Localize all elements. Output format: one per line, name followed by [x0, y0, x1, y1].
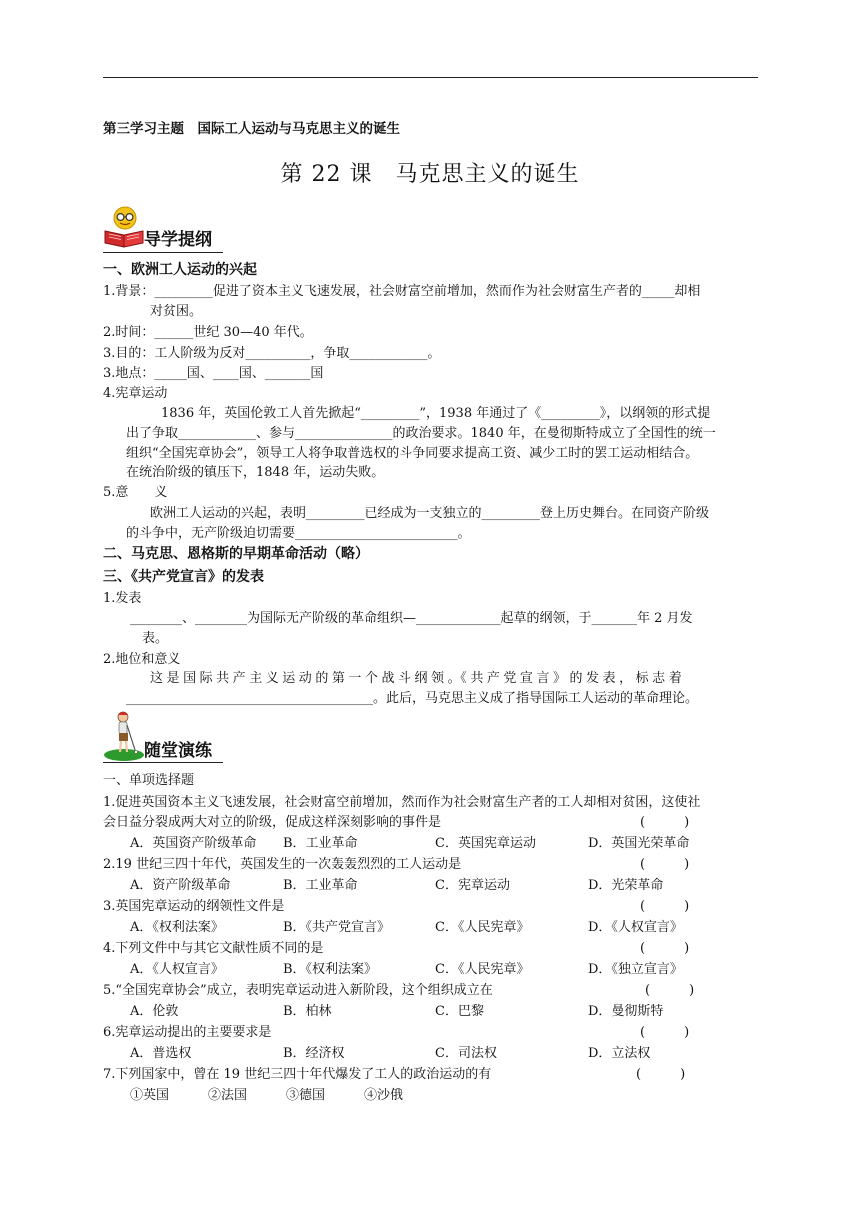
option-b: B．柏林 [283, 1004, 332, 1019]
answer-bracket: ( ) [636, 1067, 686, 1082]
answer-bracket: ( ) [645, 983, 695, 998]
option-a: A．资产阶级革命 [130, 878, 231, 893]
section-heading: 一、单项选择题 [103, 773, 195, 788]
option-d: D．光荣革命 [588, 878, 664, 893]
answer-bracket: ( ) [640, 941, 690, 956]
golfer-icon [103, 708, 145, 762]
outline-line: 这 是 国 际 共 产 主 义 运 动 的 第 一 个 战 斗 纲 领 。《 共 产 党 宣 言 》 的 发 表 ， 标 志 着 [150, 671, 682, 686]
question-stem: 5.“全国宪章协会”成立，表明宪章运动进入新阶段，这个组织成立在 [103, 983, 493, 998]
option-c: C．英国宪章运动 [435, 836, 536, 851]
outline-line: 3.地点：_____国、____国、_______国 [103, 366, 324, 381]
option-b: B．《共产党宣言》 [283, 920, 391, 935]
answer-bracket: ( ) [640, 857, 690, 872]
outline-line: 在统治阶级的镇压下，1848 年，运动失败。 [126, 465, 385, 480]
outline-line: 1.发表 [103, 591, 142, 606]
outline-line: 1836 年，英国伦敦工人首先掀起“_________”，1938 年通过了《_________》，以纲领的形式提 [161, 406, 711, 421]
section-heading: 二、马克思、恩格斯的早期革命活动（略） [103, 546, 369, 562]
option-c: C．《人民宪章》 [435, 920, 530, 935]
question-stem: 7.下列国家中，曾在 19 世纪三四十年代爆发了工人的政治运动的有 [103, 1067, 492, 1082]
outline-line: 组织“全国宪章协会”，领导工人将争取普选权的斗争同要求提高工资、减少工时的罢工运动相结合。 [126, 446, 699, 461]
outline-line: 5.意 义 [103, 485, 168, 500]
outline-banner-title: 导学提纲 [144, 230, 212, 250]
outline-line: 1.背景：_________促进了资本主义飞速发展，社会财富空前增加，然而作为社会财富生产者的_____却相 [103, 284, 701, 299]
outline-line: 对贫困。 [150, 304, 203, 319]
header-rule [103, 77, 758, 78]
practice-banner-title: 随堂演练 [144, 741, 212, 761]
option-a: A．《人权宣言》 [130, 962, 224, 977]
practice-banner-rule [103, 762, 223, 763]
question-stem: 会日益分裂成两大对立的阶级，促成这样深刻影响的事件是 [103, 815, 442, 830]
option-b: B．《权利法案》 [283, 962, 378, 977]
option-b: B．工业革命 [283, 878, 358, 893]
outline-line: 3.目的：工人阶级为反对__________，争取____________。 [103, 346, 441, 361]
outline-line: 2.地位和意义 [103, 652, 181, 667]
option-c: C．《人民宪章》 [435, 962, 530, 977]
question-stem: 4.下列文件中与其它文献性质不同的是 [103, 941, 324, 956]
outline-line: 表。 [142, 631, 169, 646]
page-title: 第 22 课 马克思主义的诞生 [280, 162, 580, 187]
option-c: C．宪章运动 [435, 878, 510, 893]
option-c: C．巴黎 [435, 1004, 484, 1019]
question-stem: 2.19 世纪三四十年代，英国发生的一次轰轰烈烈的工人运动是 [103, 857, 462, 872]
question-stem: 1.促进英国资本主义飞速发展，社会财富空前增加，然而作为社会财富生产者的工人却相对贫困，这使社 [103, 795, 701, 810]
answer-bracket: ( ) [640, 899, 690, 914]
answer-bracket: ( ) [640, 815, 690, 830]
outline-line: 出了争取____________、参与_______________的政治要求。1840 年，在曼彻斯特成立了全国性的统一 [126, 426, 716, 441]
outline-line: ______________________________________。此后，马克思主义成了指导国际工人运动的革命理论。 [126, 691, 699, 706]
theme-heading: 第三学习主题 国际工人运动与马克思主义的诞生 [103, 121, 400, 137]
section-heading: 一、欧洲工人运动的兴起 [103, 262, 257, 278]
option-a: A．英国资产阶级革命 [130, 836, 257, 851]
option-d: D．英国光荣革命 [588, 836, 690, 851]
option-d: D．《独立宣言》 [588, 962, 683, 977]
option-d: D．立法权 [588, 1046, 651, 1061]
outline-banner-rule [103, 252, 223, 253]
option-d: D．《人权宣言》 [588, 920, 683, 935]
option-c: C．司法权 [435, 1046, 497, 1061]
option-a: A．伦敦 [130, 1004, 179, 1019]
question-stem: 3.英国宪章运动的纲领性文件是 [103, 899, 285, 914]
reading-student-icon [103, 205, 145, 249]
option-b: B．经济权 [283, 1046, 345, 1061]
option-b: B．工业革命 [283, 836, 358, 851]
option-d: D．曼彻斯特 [588, 1004, 664, 1019]
option-a: A．《权利法案》 [130, 920, 224, 935]
answer-bracket: ( ) [640, 1025, 690, 1040]
outline-line: ________、________为国际无产阶级的革命组织—_____________起草的纲领，于_______年 2 月发 [130, 611, 693, 626]
outline-line: 2.时间：______世纪 30—40 年代。 [103, 325, 313, 340]
question-stem: 6.宪章运动提出的主要要求是 [103, 1025, 272, 1040]
option-list: ①英国 ②法国 ③德国 ④沙俄 [130, 1088, 404, 1103]
option-a: A．普选权 [130, 1046, 192, 1061]
outline-line: 欧洲工人运动的兴起，表明_________已经成为一支独立的_________登上历史舞台。在同资产阶级 [150, 506, 710, 521]
outline-line: 的斗争中，无产阶级迫切需要_________________________。 [126, 526, 471, 541]
section-heading: 三、《共产党宣言》的发表 [103, 569, 264, 585]
outline-line: 4.宪章运动 [103, 386, 168, 401]
